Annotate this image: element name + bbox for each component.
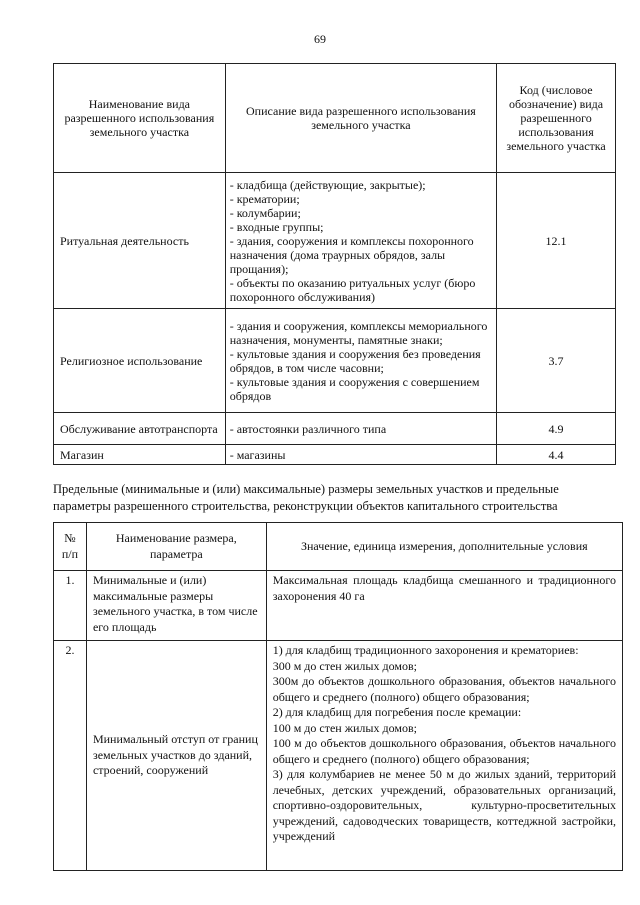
- list-item: - колумбарии;: [229, 205, 301, 220]
- table-header-row: [54, 64, 616, 173]
- table-row: [54, 413, 616, 445]
- param-name: Минимальный отступ от границ земельных участков до зданий, строений, сооружений: [86, 641, 266, 871]
- parameters-table: [53, 522, 623, 871]
- list-item: - крематории;: [229, 191, 300, 206]
- table-row: [54, 641, 623, 871]
- use-type-code: 4.9: [497, 413, 616, 445]
- use-type-name: Ритуальная деятельность: [54, 173, 226, 309]
- header-param-value: Значение, единица измерения, дополнительные условия: [266, 523, 622, 571]
- header-num: № п/п: [54, 523, 87, 571]
- list-item: - автостоянки различного типа: [229, 421, 387, 436]
- table-row: [54, 571, 623, 641]
- value-line: 1) для кладбищ традиционного захоронения и крематориев:: [272, 643, 579, 657]
- header-description: Описание вида разрешенного использования земельного участка: [225, 64, 496, 173]
- use-type-code: 4.4: [497, 445, 616, 465]
- value-line: 3) для колумбариев не менее 50 м до жилых зданий, территорий лечебных, детских учреждений, образовательных организаций, спортивно-оздоровительных, культурно-просветительных учреждений, садоводческих товариществ, коттеджной застройки, учреждений: [272, 767, 616, 843]
- row-number: 1.: [54, 571, 87, 641]
- use-type-description: [225, 445, 496, 465]
- value-line: 100 м до стен жилых домов;: [272, 720, 417, 735]
- use-type-description: [225, 173, 496, 309]
- list-item: - культовые здания и сооружения без проведения обрядов, в том числе часовни;: [229, 346, 481, 375]
- list-item: - здания и сооружения, комплексы мемориального назначения, монументы, памятные знаки;: [229, 318, 488, 347]
- header-code: Код (числовое обозначение) вида разрешенного использования земельного участка: [497, 64, 616, 173]
- list-item: - культовые здания и сооружения с совершением обрядов: [229, 374, 480, 403]
- param-value: Максимальная площадь кладбища смешанного и традиционного захоронения 40 га: [266, 571, 622, 641]
- page-number: 69: [314, 32, 326, 46]
- row-number: 2.: [54, 641, 87, 871]
- table-row: [54, 309, 616, 413]
- use-type-name: Магазин: [54, 445, 226, 465]
- table-header-row: [54, 523, 623, 571]
- section-paragraph: Предельные (минимальные и (или) максимальные) размеры земельных участков и предельные параметры разрешенного строительства, реконструкции объектов капитального строительства: [53, 482, 559, 513]
- table-row: [54, 173, 616, 309]
- use-type-description: [225, 413, 496, 445]
- use-type-name: Религиозное использование: [54, 309, 226, 413]
- value-line: 2) для кладбищ для погребения после кремации:: [272, 705, 522, 719]
- list-item: - входные группы;: [229, 219, 324, 234]
- list-item: - здания, сооружения и комплексы похоронного назначения (дома траурных обрядов, залы прощания);: [229, 233, 474, 276]
- land-use-types-table: [53, 63, 616, 465]
- table-row: [54, 445, 616, 465]
- list-item: - объекты по оказанию ритуальных услуг (бюро похоронного обслуживания): [229, 275, 476, 304]
- use-type-code: 3.7: [497, 309, 616, 413]
- use-type-description: [225, 309, 496, 413]
- header-param-name: Наименование размера, параметра: [86, 523, 266, 571]
- use-type-code: 12.1: [497, 173, 616, 309]
- param-name: Минимальные и (или) максимальные размеры земельного участка, в том числе его площадь: [86, 571, 266, 641]
- value-line: 100 м до объектов дошкольного образования, объектов начального общего и среднего (полного) общего образования;: [272, 736, 616, 766]
- param-value: [266, 641, 622, 871]
- list-item: - кладбища (действующие, закрытые);: [229, 177, 426, 192]
- list-item: - магазины: [229, 447, 286, 462]
- value-line: 300 м до стен жилых домов;: [272, 658, 417, 673]
- use-type-name: Обслуживание автотранспорта: [54, 413, 226, 445]
- header-name: Наименование вида разрешенного использования земельного участка: [54, 64, 226, 173]
- value-line: 300м до объектов дошкольного образования, объектов начального общего и среднего (полного) общего образования;: [272, 674, 616, 704]
